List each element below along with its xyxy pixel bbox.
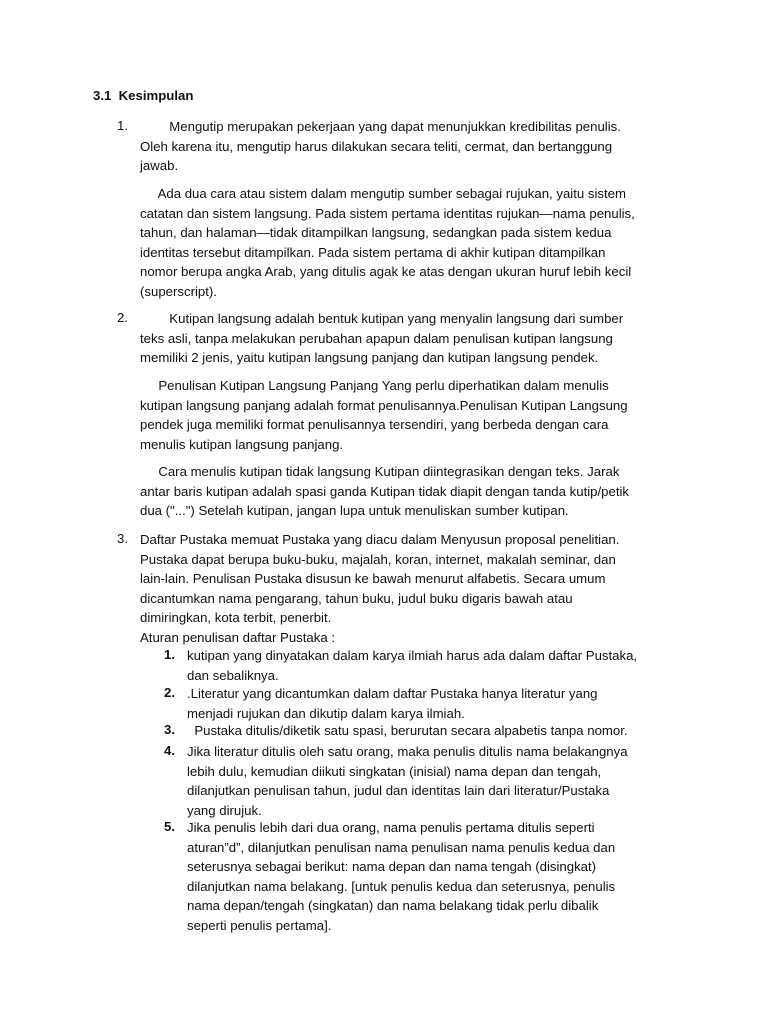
rule-number: 4.	[164, 743, 175, 758]
text-line: dua ("...") Setelah kutipan, jangan lupa untuk menuliskan sumber kutipan.	[140, 503, 569, 518]
item-1-paragraph-1	[140, 117, 700, 176]
item-number: 3.	[117, 531, 128, 546]
text-line: menulis kutipan langsung panjang.	[140, 436, 344, 452]
text-line: Aturan penulisan daftar Pustaka :	[140, 629, 336, 645]
rule-item	[187, 742, 707, 820]
text-line: Pustaka dapat berupa buku-buku, majalah, koran, internet, makalah seminar, dan	[140, 551, 616, 567]
text-line: Cara menulis kutipan tidak langsung Kutipan diintegrasikan dengan teks. Jarak	[140, 464, 620, 479]
text-line: identitas tersebut ditampilkan. Pada sistem pertama di akhir kutipan ditampilkan	[140, 244, 606, 260]
rule-number: 2.	[164, 685, 175, 700]
text-line: seperti penulis pertama].	[187, 917, 332, 933]
text-line: memiliki 2 jenis, yaitu kutipan langsung panjang dan kutipan langsung pendek.	[140, 350, 599, 365]
rule-item	[187, 818, 707, 935]
text-line: Kutipan langsung adalah bentuk kutipan yang menyalin langsung dari sumber	[140, 311, 624, 326]
text-line: seterusnya sebagai berikut: nama depan dan nama tengah (disingkat)	[187, 859, 597, 874]
item-number: 2.	[117, 310, 128, 325]
item-number: 1.	[117, 118, 128, 133]
text-line: Jika literatur ditulis oleh satu orang, maka penulis ditulis nama belakangnya	[187, 744, 628, 759]
text-line: aturan”d”, dilanjutkan penulisan nama penulisan nama penulis kedua dan	[187, 839, 616, 855]
text-line: lain-lain. Penulisan Pustaka disusun ke bawah menurut alfabetis. Secara umum	[140, 571, 606, 586]
section-heading: 3.1 Kesimpulan	[93, 88, 194, 103]
text-line: antar baris kutipan adalah spasi ganda Kutipan tidak diapit dengan tanda kutip/petik	[140, 483, 630, 499]
item-2-paragraph-2	[140, 376, 700, 454]
text-line: tahun, dan halaman—tidak ditampilkan langsung, sedangkan pada sistem kedua	[140, 225, 612, 240]
text-line: kutipan yang dinyatakan dalam karya ilmiah harus ada dalam daftar Pustaka,	[187, 648, 638, 663]
item-2-paragraph-1	[140, 309, 700, 368]
text-line: Daftar Pustaka memuat Pustaka yang diacu dalam Menyusun proposal penelitian.	[140, 532, 620, 547]
text-line: dan sebaliknya.	[187, 667, 279, 683]
text-line: Pustaka ditulis/diketik satu spasi, berurutan secara alpabetis tanpa nomor.	[187, 723, 628, 738]
text-line: Jika penulis lebih dari dua orang, nama penulis pertama ditulis seperti	[187, 820, 595, 835]
text-line: Oleh karena itu, mengutip harus dilakukan secara teliti, cermat, dan bertanggung	[140, 138, 613, 154]
text-line: lebih dulu, kemudian diikuti singkatan (inisial) nama depan dan tengah,	[187, 763, 602, 779]
text-line: Penulisan Kutipan Langsung Panjang Yang perlu diperhatikan dalam menulis	[140, 378, 609, 393]
text-line: yang dirujuk.	[187, 802, 262, 818]
rule-number: 5.	[164, 819, 175, 834]
text-line: dimiringkan, kota terbit, penerbit.	[140, 610, 332, 625]
text-line: Ada dua cara atau sistem dalam mengutip sumber sebagai rujukan, yaitu sistem	[140, 186, 626, 201]
text-line: nama depan/tengah (singkatan) dan nama belakang tidak perlu dibalik	[187, 898, 599, 913]
text-line: Mengutip merupakan pekerjaan yang dapat menunjukkan kredibilitas penulis.	[140, 119, 621, 134]
rule-number: 3.	[164, 722, 175, 737]
rule-item	[187, 646, 707, 685]
text-line: pendek juga memiliki format penulisannya tersendiri, yang berbeda dengan cara	[140, 417, 609, 432]
text-line: teks asli, tanpa melakukan perubahan apapun dalam penulisan kutipan langsung	[140, 330, 613, 346]
item-1-paragraph-2	[140, 184, 700, 301]
text-line: catatan dan sistem langsung. Pada sistem pertama identitas rujukan—nama penulis,	[140, 205, 635, 221]
item-3-paragraph-1	[140, 530, 700, 647]
text-line: (superscript).	[140, 283, 217, 299]
text-line: .Literatur yang dicantumkan dalam daftar Pustaka hanya literatur yang	[187, 686, 598, 701]
text-line: dilanjutkan nama belakang. [untuk penulis kedua dan seterusnya, penulis	[187, 878, 616, 894]
rule-item	[187, 721, 707, 741]
text-line: dilanjutkan penulisan tahun, judul dan identitas lain dari literatur/Pustaka	[187, 783, 610, 798]
item-2-paragraph-3	[140, 462, 700, 521]
text-line: nomor berupa angka Arab, yang ditulis agak ke atas dengan ukuran huruf lebih kecil	[140, 264, 632, 279]
text-line: menjadi rujukan dan dikutip dalam karya ilmiah.	[187, 705, 465, 721]
text-line: dicantumkan nama pengarang, tahun buku, judul buku digaris bawah atau	[140, 590, 573, 606]
text-line: kutipan langsung panjang adalah format penulisannya.Penulisan Kutipan Langsung	[140, 397, 628, 413]
rule-number: 1.	[164, 647, 175, 662]
rule-item	[187, 684, 707, 723]
text-line: jawab.	[140, 158, 179, 173]
